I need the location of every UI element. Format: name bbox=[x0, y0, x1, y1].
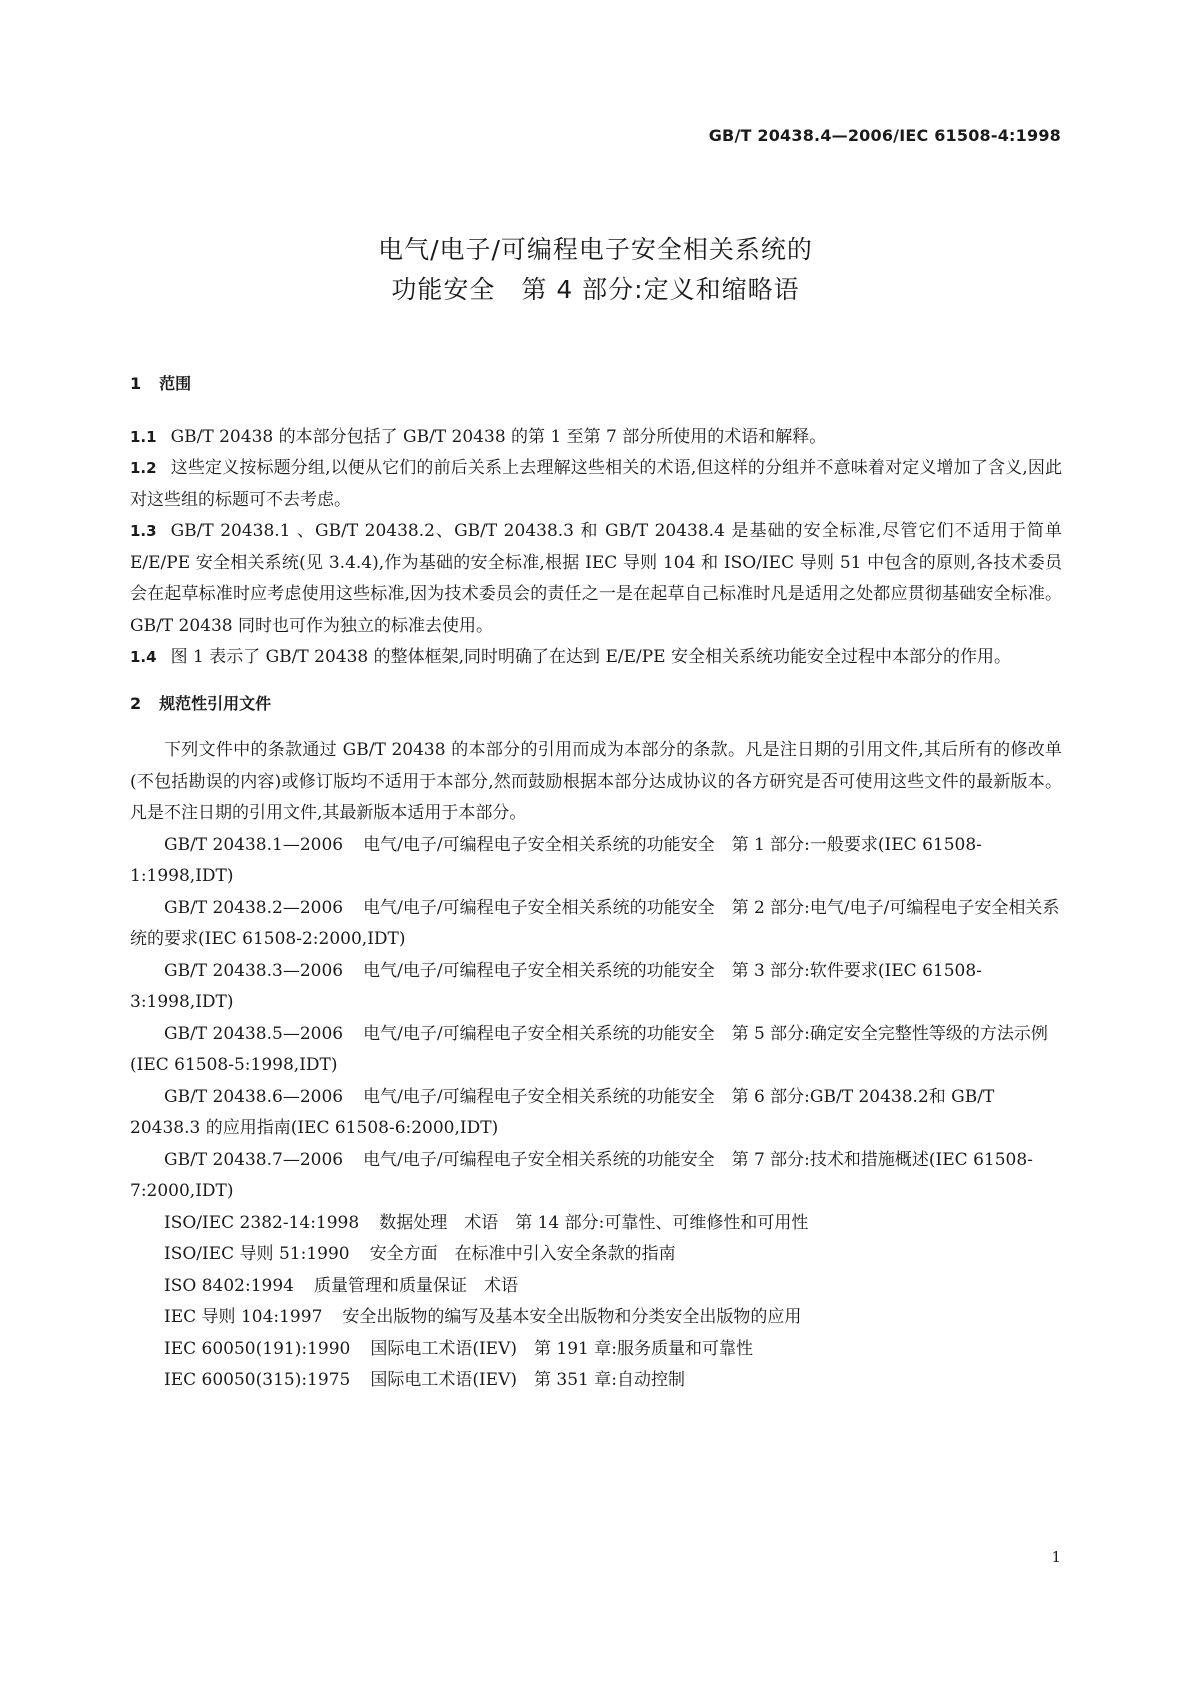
reference-number: GB/T 20438.7—2006 bbox=[164, 1149, 344, 1170]
title-line-2: 功能安全 第 4 部分:定义和缩略语 bbox=[391, 275, 800, 304]
document-body bbox=[130, 368, 1062, 1397]
clause-text: GB/T 20438 的本部分包括了 GB/T 20438 的第 1 至第 7 部分所使用的术语和解释。 bbox=[170, 426, 827, 447]
reference-title: 安全出版物的编写及基本安全出版物和分类安全出版物的应用 bbox=[342, 1307, 802, 1327]
reference-item bbox=[130, 1271, 1062, 1303]
section-title: 范围 bbox=[159, 374, 192, 393]
reference-number: ISO/IEC 导则 51:1990 bbox=[164, 1244, 350, 1264]
reference-number: ISO/IEC 2382-14:1998 bbox=[164, 1212, 360, 1233]
standard-number: GB/T 20438.4—2006/IEC 61508-4:1998 bbox=[708, 126, 1061, 145]
reference-item bbox=[130, 1239, 1062, 1271]
reference-title: 质量管理和质量保证 术语 bbox=[313, 1275, 518, 1296]
section-number: 1 bbox=[130, 374, 142, 393]
reference-item bbox=[130, 1302, 1062, 1334]
clause-1-2 bbox=[130, 453, 1062, 516]
clause-1-1 bbox=[130, 422, 1062, 454]
reference-title: 数据处理 术语 第 14 部分:可靠性、可维修性和可用性 bbox=[379, 1212, 809, 1233]
reference-item bbox=[130, 956, 1062, 1019]
clause-1-4 bbox=[130, 642, 1062, 674]
reference-title: 安全方面 在标准中引入安全条款的指南 bbox=[369, 1244, 676, 1264]
section-heading-normative-references bbox=[130, 688, 1062, 720]
reference-title: 电气/电子/可编程电子安全相关系统的功能安全 第 3 部分:软件要求(IEC 61508-3:1998,IDT) bbox=[130, 960, 982, 1012]
reference-item bbox=[130, 1208, 1062, 1240]
clause-text: GB/T 20438.1 、GB/T 20438.2、GB/T 20438.3 和 GB/T 20438.4 是基础的安全标准,尽管它们不适用于简单 E/E/PE 安全相关系统(见 3.4.4),作为基础的安全标准,根据 IEC 导则 104 和 ISO/IEC 导则 51 中包含的原则,各技术委员会在起草标准时应考虑使用这些标准,因为技术委员会的责任之一是在起草自己标准时凡是适用之处都应贯彻基础安全标准。GB/T 20438 同时也可作为独立的标准去使用。 bbox=[130, 521, 1062, 636]
reference-item bbox=[130, 893, 1062, 956]
reference-title: 国际电工术语(IEV) 第 351 章:自动控制 bbox=[370, 1370, 685, 1390]
reference-number: GB/T 20438.2—2006 bbox=[164, 897, 344, 918]
section-heading-scope bbox=[130, 368, 1062, 400]
reference-title: 电气/电子/可编程电子安全相关系统的功能安全 第 7 部分:技术和措施概述(IEC 61508-7:2000,IDT) bbox=[130, 1149, 1033, 1201]
reference-title: 电气/电子/可编程电子安全相关系统的功能安全 第 6 部分:GB/T 20438.2和 GB/T 20438.3 的应用指南(IEC 61508-6:2000,IDT) bbox=[130, 1086, 995, 1138]
clause-number: 1.1 bbox=[130, 427, 157, 446]
title-line-1: 电气/电子/可编程电子安全相关系统的 bbox=[378, 235, 813, 264]
reference-number: ISO 8402:1994 bbox=[164, 1275, 294, 1296]
reference-title: 电气/电子/可编程电子安全相关系统的功能安全 第 5 部分:确定安全完整性等级的方法示例(IEC 61508-5:1998,IDT) bbox=[130, 1023, 1048, 1075]
reference-number: GB/T 20438.1—2006 bbox=[164, 834, 344, 855]
clause-number: 1.3 bbox=[130, 522, 157, 540]
clause-text: 图 1 表示了 GB/T 20438 的整体框架,同时明确了在达到 E/E/PE 安全相关系统功能安全过程中本部分的作用。 bbox=[170, 647, 1011, 667]
reference-number: GB/T 20438.3—2006 bbox=[164, 960, 344, 981]
reference-number: IEC 60050(315):1975 bbox=[164, 1370, 351, 1390]
reference-title: 国际电工术语(IEV) 第 191 章:服务质量和可靠性 bbox=[370, 1338, 753, 1359]
page-number: 1 bbox=[1051, 1548, 1061, 1566]
clause-number: 1.2 bbox=[130, 459, 157, 477]
reference-number: GB/T 20438.5—2006 bbox=[164, 1023, 344, 1044]
reference-item bbox=[130, 1334, 1062, 1366]
clause-number: 1.4 bbox=[130, 648, 157, 666]
reference-item bbox=[130, 1019, 1062, 1082]
reference-item bbox=[130, 1082, 1062, 1145]
references-intro: 下列文件中的条款通过 GB/T 20438 的本部分的引用而成为本部分的条款。凡是注日期的引用文件,其后所有的修改单(不包括勘误的内容)或修订版均不适用于本部分,然而鼓励根据本部分达成协议的各方研究是否可使用这些文件的最新版本。凡是不注日期的引用文件,其最新版本适用于本部分。 bbox=[130, 740, 1062, 823]
section-title: 规范性引用文件 bbox=[159, 693, 272, 713]
reference-title: 电气/电子/可编程电子安全相关系统的功能安全 第 1 部分:一般要求(IEC 61508-1:1998,IDT) bbox=[130, 834, 982, 886]
reference-title: 电气/电子/可编程电子安全相关系统的功能安全 第 2 部分:电气/电子/可编程电子安全相关系统的要求(IEC 61508-2:2000,IDT) bbox=[130, 897, 1060, 949]
reference-number: GB/T 20438.6—2006 bbox=[164, 1086, 344, 1107]
reference-item bbox=[130, 830, 1062, 893]
reference-number: IEC 导则 104:1997 bbox=[164, 1307, 323, 1327]
section-number: 2 bbox=[130, 693, 142, 713]
clause-text: 这些定义按标题分组,以便从它们的前后关系上去理解这些相关的术语,但这样的分组并不意味着对定义增加了含义,因此对这些组的标题可不去考虑。 bbox=[130, 458, 1062, 510]
reference-item bbox=[130, 1145, 1062, 1208]
clause-1-3 bbox=[130, 516, 1062, 642]
reference-number: IEC 60050(191):1990 bbox=[164, 1338, 351, 1359]
document-title bbox=[0, 230, 1191, 310]
reference-item bbox=[130, 1365, 1062, 1397]
